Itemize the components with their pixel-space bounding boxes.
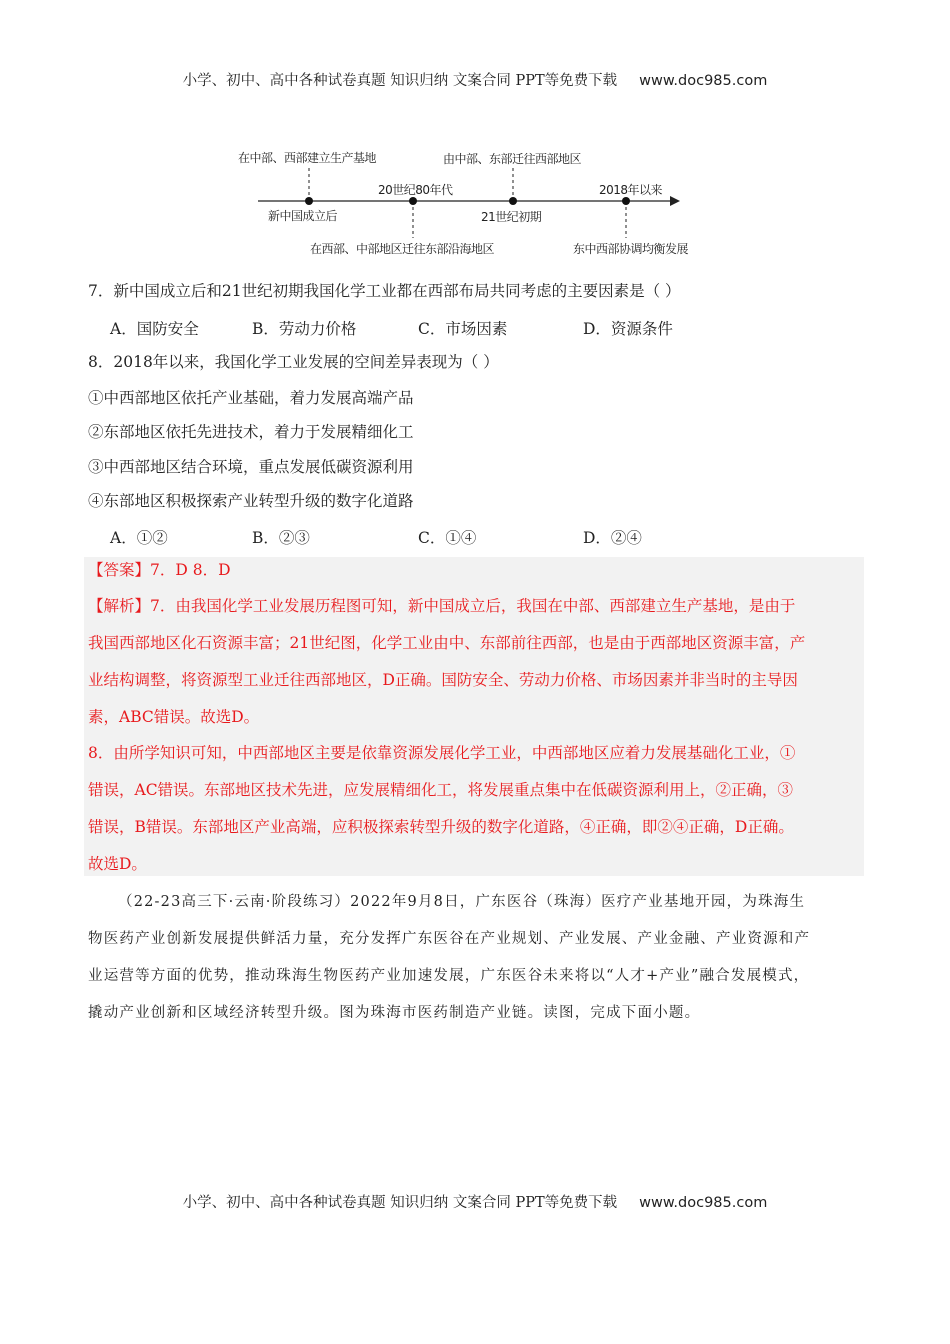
q8-option-b: B．②③ [252,529,310,547]
analysis-line: 素，ABC错误。故选D。 [88,708,260,726]
timeline-label: 新中国成立后 [268,209,338,223]
timeline-label: 21世纪初期 [481,210,542,224]
timeline-dot [509,197,517,205]
q7-option-d: D．资源条件 [583,320,673,338]
q8-item: ②东部地区依托先进技术，着力于发展精细化工 [88,423,414,441]
timeline-label: 在西部、中部地区迁往东部沿海地区 [310,242,495,256]
q8-item: ①中西部地区依托产业基础，着力发展高端产品 [88,389,414,407]
answer-line [88,560,231,580]
analysis-line: 我国西部地区化石资源丰富；21世纪图，化学工业由中、东部前往西部，也是由于西部地区资源丰富，产 [88,634,806,652]
q8-option-d: D．②④ [583,529,642,547]
timeline-label: 2018年以来 [599,183,663,197]
q8-option-a: A．①② [110,529,168,547]
analysis-line [88,596,795,616]
page-footer [0,1191,950,1212]
analysis-line: 业结构调整，将资源型工业迁往西部地区，D正确。国防安全、劳动力价格、市场因素并非当时的主导因 [88,671,798,689]
timeline-dot [305,197,313,205]
answer-text: 7．D 8．D [150,561,231,579]
timeline-dot [622,197,630,205]
header-url[interactable]: www.doc985.com [639,73,768,89]
question-8-stem: 8．2018年以来，我国化学工业发展的空间差异表现为（ ） [88,353,499,371]
q7-option-c: C．市场因素 [418,320,508,338]
answer-label: 【答案】 [88,561,151,579]
timeline-label: 20世纪80年代 [378,183,453,197]
header-text: 小学、初中、高中各种试卷真题 知识归纳 文案合同 PPT等免费下载 [182,73,618,89]
passage-line: 撬动产业创新和区域经济转型升级。图为珠海市医药制造产业链。读图，完成下面小题。 [88,1005,701,1021]
analysis-label: 【解析】 [88,597,151,615]
passage-line: （22-23高三下·云南·阶段练习）2022年9月8日，广东医谷（珠海）医疗产业基地开园，为珠海生 [118,894,806,910]
timeline-label: 在中部、西部建立生产基地 [238,151,377,165]
q8-item: ③中西部地区结合环境，重点发展低碳资源利用 [88,458,414,476]
footer-url[interactable]: www.doc985.com [639,1195,768,1211]
analysis-text: 7．由我国化学工业发展历程图可知，新中国成立后，我国在中部、西部建立生产基地，是由于 [150,597,796,615]
timeline-dot [409,197,417,205]
analysis-line: 8．由所学知识可知，中西部地区主要是依靠资源发展化学工业，中西部地区应着力发展基础化工业，① [88,744,796,762]
passage-line: 物医药产业创新发展提供鲜活力量，充分发挥广东医谷在产业规划、产业发展、产业金融、产业资源和产 [88,931,811,947]
timeline-label: 东中西部协调均衡发展 [573,242,689,256]
analysis-line: 错误，B错误。东部地区产业高端，应积极探索转型升级的数字化道路，④正确，即②④正确，D正确。 [88,818,794,836]
timeline-axis [0,0,950,280]
q8-item: ④东部地区积极探索产业转型升级的数字化道路 [88,492,414,510]
question-7-stem: 7．新中国成立后和21世纪初期我国化学工业都在西部布局共同考虑的主要因素是（ ） [88,282,681,300]
q8-option-c: C．①④ [418,529,477,547]
analysis-line: 错误，AC错误。东部地区技术先进，应发展精细化工，将发展重点集中在低碳资源利用上，②正确，③ [88,781,794,799]
q7-option-b: B．劳动力价格 [252,320,357,338]
q7-option-a: A．国防安全 [110,320,199,338]
passage-line: 业运营等方面的优势，推动珠海生物医药产业加速发展，广东医谷未来将以“人才+产业”融合发展模式， [88,968,810,984]
timeline-label: 由中部、东部迁往西部地区 [443,152,582,166]
analysis-line: 故选D。 [88,855,147,873]
footer-text: 小学、初中、高中各种试卷真题 知识归纳 文案合同 PPT等免费下载 [182,1195,618,1211]
